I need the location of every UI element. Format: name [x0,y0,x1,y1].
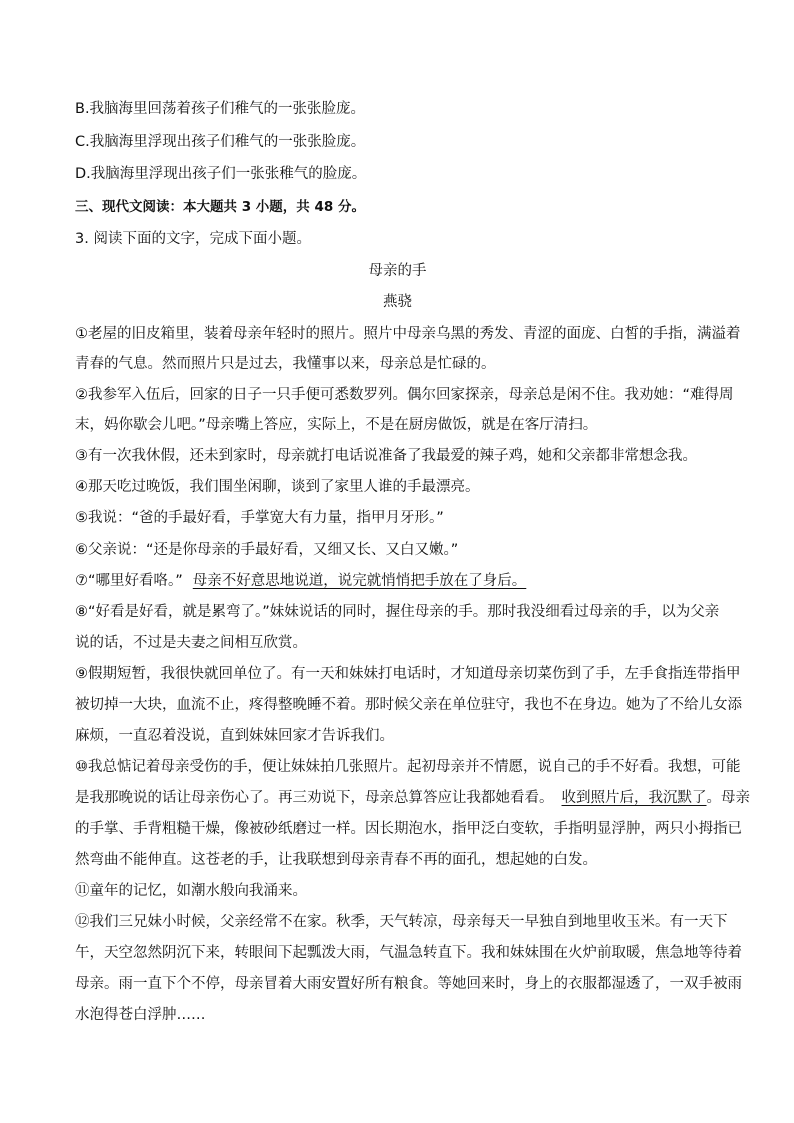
paragraph-line [75,571,720,591]
paragraph-line: 麻烦，一直忍着没说，直到妹妹回家才告诉我们。 [75,728,394,744]
paragraph-text: 是我那晚说的话让母亲伤心了。再三劝说下，母亲总算答应让我都她看看。 [75,790,554,806]
paragraph-line: 末，妈你歇会儿吧。”母亲嘴上答应，实际上，不是在厨房做饭，就是在客厅清扫。 [75,417,598,433]
paragraph-line: ④那天吃过晚饭，我们围坐闲聊，谈到了家里人谁的手最漂亮。 [75,479,480,495]
paragraph-line: ③有一次我休假，还未到家时，母亲就打电话说准备了我最爱的辣子鸡，她和父亲都非常想念我。 [75,448,697,464]
paragraph-line: 被切掉一大块，血流不止，疼得整晚睡不着。那时候父亲在单位驻守，我也不在身边。她为了不给儿女添 [75,697,742,713]
section-heading: 三、现代文阅读：本大题共 3 小题，共 48 分。 [75,199,365,215]
option-d: D.我脑海里浮现出孩子们一张张稚气的脸庞。 [75,166,367,182]
article-author: 燕骁 [383,294,412,310]
paragraph-line [75,788,750,808]
paragraph-line: 的手掌、手背粗糙干燥，像被砂纸磨过一样。因长期泡水，指甲泛白变软，手指明显浮肿，两只小拇指已 [75,821,742,837]
paragraph-line: ⑤我说：“爸的手最好看，手掌宽大有力量，指甲月牙形。” [75,510,444,526]
paragraph-line: ⑨假期短暂，我很快就回单位了。有一天和妹妹打电话时，才知道母亲切菜伤到了手，左手食指连带指甲 [75,666,741,682]
paragraph-line: 午，天空忽然阴沉下来，转眼间下起瓢泼大雨，气温急转直下。我和妹妹围在火炉前取暖，焦急地等待着 [75,945,742,961]
paragraph-line: 然弯曲不能伸直。这苍老的手，让我联想到母亲青春不再的面孔，想起她的白发。 [75,852,597,868]
paragraph-line: 青春的气息。然而照片只是过去，我懂事以来，母亲总是忙碌的。 [75,356,496,372]
paragraph-line: ⑫我们三兄妹小时候，父亲经常不在家。秋季，天气转凉，母亲每天一早独自到地里收玉米。有一天下 [75,914,728,930]
paragraph-line: ⑩我总惦记着母亲受伤的手，便让妹妹拍几张照片。起初母亲并不情愿，说自己的手不好看。我想，可能 [75,759,741,775]
option-b: B.我脑海里回荡着孩子们稚气的一张张脸庞。 [75,101,366,117]
option-c: C.我脑海里浮现出孩子们稚气的一张张脸庞。 [75,134,366,150]
paragraph-line: ②我参军入伍后，回家的日子一只手便可悉数罗列。偶尔回家探亲，母亲总是闲不住。我劝她：“难得周 [75,387,734,403]
paragraph-line: 说的话，不过是夫妻之间相互欣赏。 [75,635,307,651]
article-title: 母亲的手 [368,263,427,279]
paragraph-line: ⑥父亲说：“还是你母亲的手最好看，又细又长、又白又嫩。” [75,542,459,558]
question-prompt: 3. 阅读下面的文字，完成下面小题。 [75,231,311,247]
paragraph-line: ⑧“好看是好看，就是累弯了。”妹妹说话的同时，握住母亲的手。那时我没细看过母亲的手，以为父亲 [75,604,720,620]
paragraph-line: 水泡得苍白浮肿…… [75,1007,206,1023]
dialogue-text: ⑦“哪里好看咯。” [75,573,183,589]
paragraph-text: 。母亲 [706,790,750,806]
underlined-sentence: 母亲不好意思地说道，说完就悄悄把手放在了身后。 [192,573,527,589]
paragraph-line: ⑪童年的记忆，如潮水般向我涌来。 [75,883,307,899]
paragraph-line: ①老屋的旧皮箱里，装着母亲年轻时的照片。照片中母亲乌黑的秀发、青涩的面庞、白皙的手指，满溢着 [75,326,741,342]
paragraph-line: 母亲。雨一直下个不停，母亲冒着大雨安置好所有粮食。等她回来时，身上的衣服都湿透了，一双手被雨 [75,976,742,992]
underlined-sentence: 收到照片后，我沉默了 [561,790,707,806]
